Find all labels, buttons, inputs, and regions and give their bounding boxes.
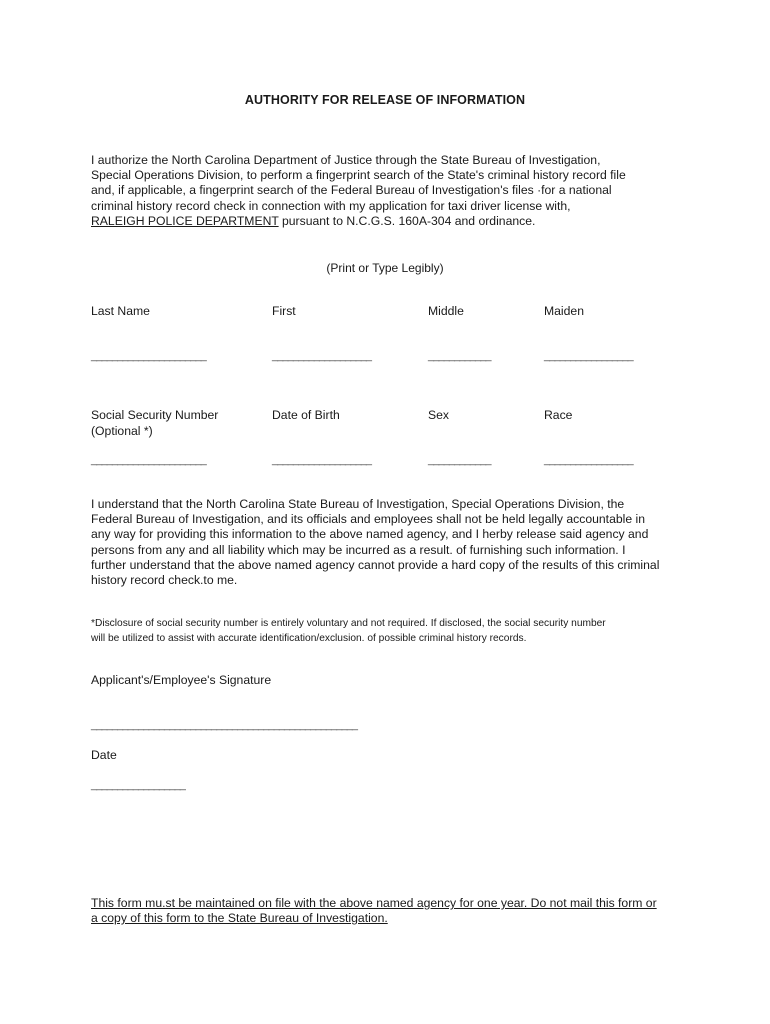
disclosure-note [91,617,701,646]
ssn-optional-note: (Optional *) [91,423,153,438]
understanding-paragraph [91,497,691,588]
paragraph-line: Special Operations Division, to perform a fingerprint search of the State's criminal history record file [91,168,626,183]
sex-label: Sex [428,408,450,422]
signature-field[interactable]: ___________________________________________________ [91,719,358,731]
last-name-field[interactable]: ______________________ [91,350,206,362]
date-label: Date [91,748,117,762]
date-field[interactable]: __________________ [91,779,185,791]
race-label: Race [544,408,573,422]
middle-name-field[interactable]: ____________ [428,350,491,362]
maiden-name-field[interactable]: _________________ [544,350,633,362]
agency-name: RALEIGH POLICE DEPARTMENT [91,213,279,228]
maiden-name-label: Maiden [544,304,584,318]
ssn-label [91,408,218,439]
middle-name-label: Middle [428,304,464,318]
ssn-label-line: Social Security Number [91,408,219,422]
notice-line: This form mu.st be maintained on file with the above named agency for one year. Do not mail this form or [91,896,657,910]
print-instruction: (Print or Type Legibly) [326,261,444,275]
document-title: AUTHORITY FOR RELEASE OF INFORMATION [244,93,526,107]
paragraph-line [91,214,691,229]
disclosure-line: *Disclosure of social security number is entirely voluntary and not required. If disclosed, the social security number [91,618,606,629]
paragraph-line: Federal Bureau of Investigation, and its officials and employees shall not be held legally accountable in [91,512,645,527]
signature-label: Applicant's/Employee's Signature [91,673,272,687]
paragraph-line: history record check.to me. [91,573,238,588]
paragraph-line: further understand that the above named agency cannot provide a hard copy of the results of this criminal [91,557,660,572]
paragraph-line: and, if applicable, a fingerprint search of the Federal Bureau of Investigation's files ·for a national [91,183,612,198]
paragraph-line: I understand that the North Carolina State Bureau of Investigation, Special Operations Division, the [91,497,625,511]
paragraph-line: I authorize the North Carolina Department of Justice through the State Bureau of Investigation, [91,153,601,167]
paragraph-line: persons from any and all liability which may be incurred as a result. of furnishing such information. I [91,542,626,557]
last-name-label: Last Name [91,304,150,318]
paragraph-line: any way for providing this information to the above named agency, and I herby release said agency and [91,527,649,542]
disclosure-line: will be utilized to assist with accurate identification/exclusion. of possible criminal history records. [91,632,527,644]
first-name-label: First [272,304,296,318]
sex-field[interactable]: ____________ [428,454,491,466]
retention-notice [91,896,691,926]
notice-line: a copy of this form to the State Bureau of Investigation. [91,911,388,926]
ssn-field[interactable]: ______________________ [91,454,206,466]
paragraph-line: criminal history record check in connection with my application for taxi driver license with, [91,198,571,213]
dob-label: Date of Birth [272,408,340,422]
race-field[interactable]: _________________ [544,454,633,466]
dob-field[interactable]: ___________________ [272,454,372,466]
first-name-field[interactable]: ___________________ [272,350,372,362]
statute-text: pursuant to N.C.G.S. 160A-304 and ordinance. [278,213,536,228]
authorization-paragraph [91,153,691,229]
